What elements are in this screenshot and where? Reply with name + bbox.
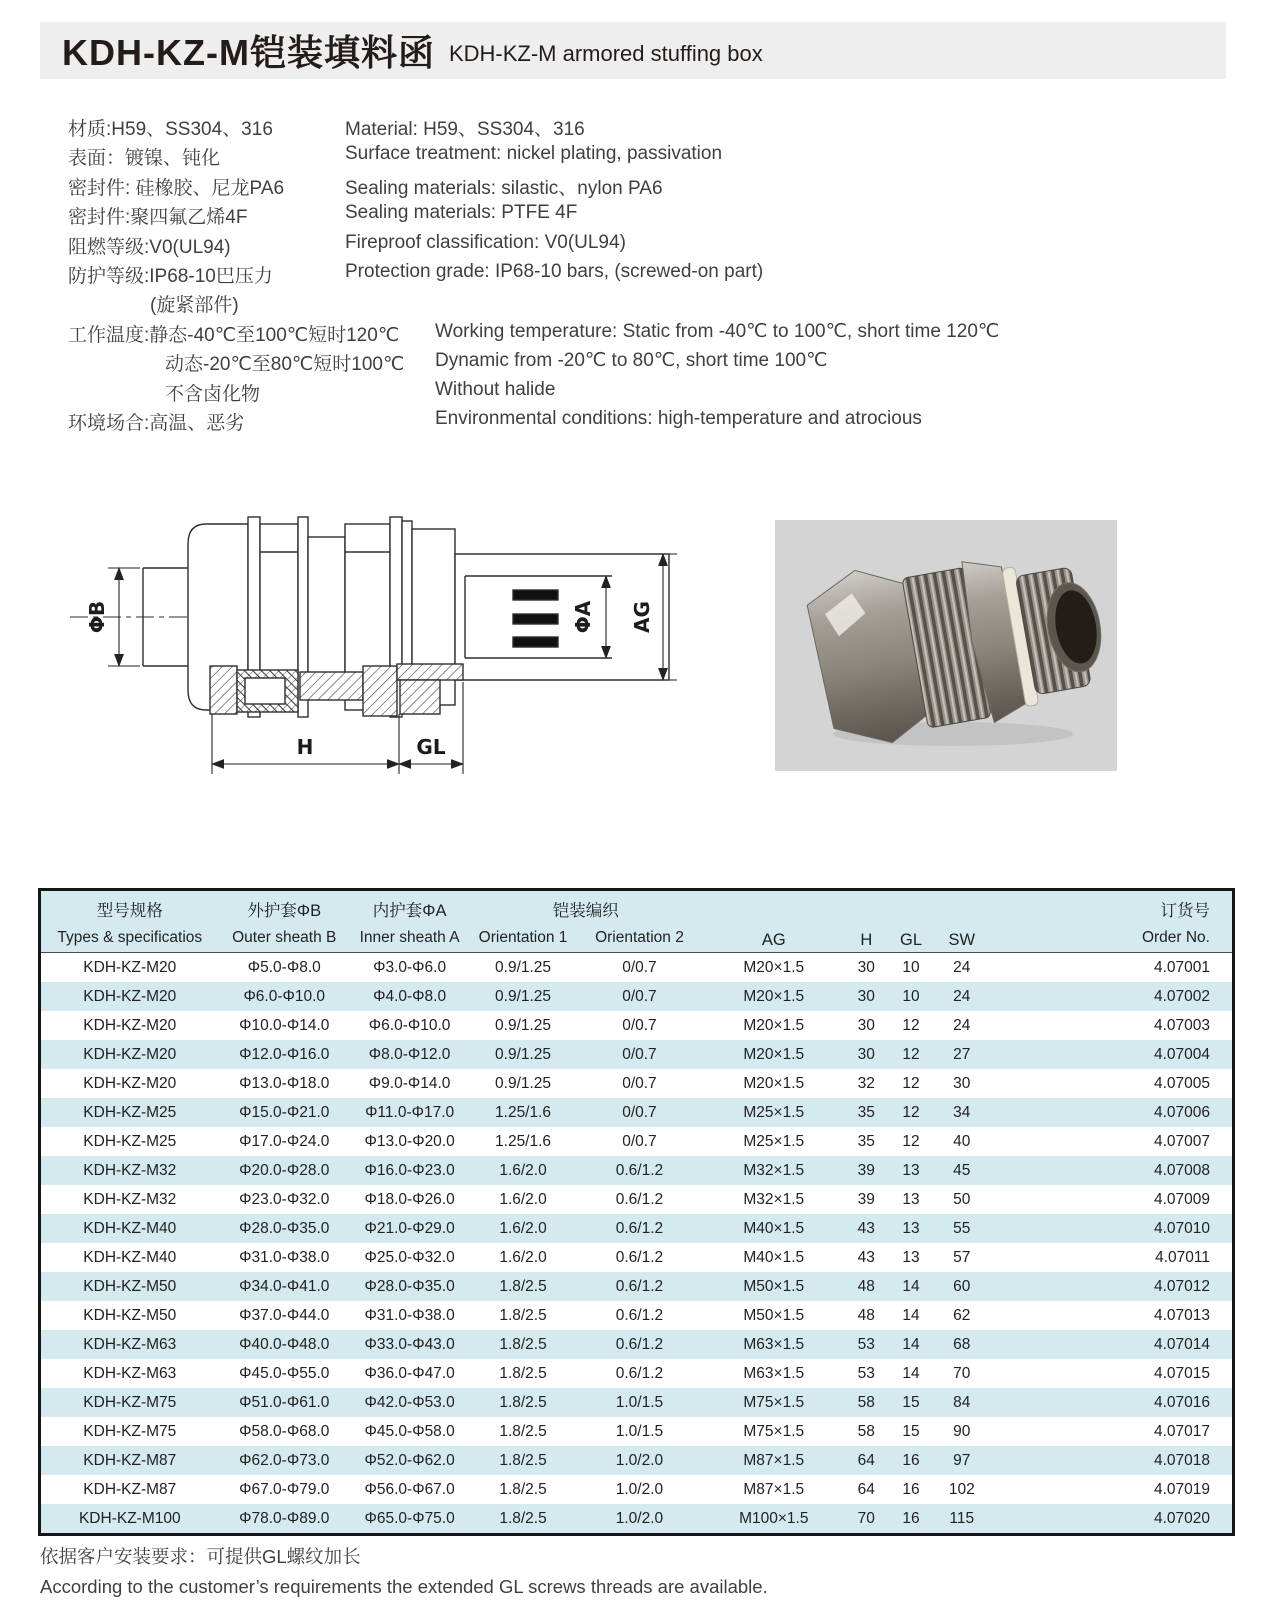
table-row bbox=[40, 1301, 1234, 1330]
page-title: KDH-KZ-M铠装填料函 bbox=[62, 32, 435, 73]
spec-line bbox=[40, 320, 1140, 349]
header-order-zh: 订货号 bbox=[989, 890, 1234, 924]
table-row bbox=[40, 1127, 1234, 1156]
table-cell: 30 bbox=[857, 1016, 875, 1034]
spec-text-zh: 不含卤化物 bbox=[165, 383, 261, 405]
table-cell: Φ6.0-Φ10.0 bbox=[243, 987, 326, 1005]
table-cell: Φ45.0-Φ55.0 bbox=[239, 1364, 330, 1382]
table-cell: Φ28.0-Φ35.0 bbox=[364, 1277, 455, 1295]
table-cell: M20×1.5 bbox=[743, 958, 805, 976]
header-orient2: Orientation 2 bbox=[577, 923, 702, 953]
table-cell: M32×1.5 bbox=[743, 1161, 805, 1179]
table-cell: KDH-KZ-M87 bbox=[83, 1451, 177, 1469]
footer-note-en: According to the customer’s requirements the extended GL screws threads are available. bbox=[40, 1576, 768, 1597]
table-cell: 13 bbox=[902, 1190, 920, 1208]
table-cell: 1.0/1.5 bbox=[615, 1422, 664, 1440]
spec-text-en: Sealing materials: silastic、nylon PA6 bbox=[345, 177, 663, 199]
spec-table bbox=[38, 888, 1235, 1536]
table-cell: 0/0.7 bbox=[622, 1016, 657, 1034]
table-cell: M20×1.5 bbox=[743, 1045, 805, 1063]
table-cell: KDH-KZ-M75 bbox=[83, 1393, 177, 1411]
table-cell: 4.07009 bbox=[1153, 1190, 1210, 1208]
table-cell: M75×1.5 bbox=[743, 1422, 805, 1440]
table-cell: 0/0.7 bbox=[622, 1045, 657, 1063]
table-cell: M63×1.5 bbox=[743, 1335, 805, 1353]
header-orient1: Orientation 1 bbox=[469, 923, 576, 953]
table-cell: 40 bbox=[953, 1132, 971, 1150]
table-cell: 1.8/2.5 bbox=[499, 1422, 547, 1440]
table-cell: 1.25/1.6 bbox=[495, 1103, 552, 1121]
table-row bbox=[40, 1388, 1234, 1417]
table-row bbox=[40, 953, 1234, 983]
spec-text-zh: (旋紧部件) bbox=[150, 295, 239, 317]
table-cell: 39 bbox=[857, 1190, 875, 1208]
table-row bbox=[40, 982, 1234, 1011]
table-row bbox=[40, 1417, 1234, 1446]
table-row bbox=[40, 1185, 1234, 1214]
table-cell: 1.0/2.0 bbox=[615, 1451, 664, 1469]
table-cell: 0.6/1.2 bbox=[615, 1190, 664, 1208]
table-cell: 14 bbox=[902, 1277, 920, 1295]
table-cell: 15 bbox=[902, 1422, 920, 1440]
table-cell: 15 bbox=[902, 1393, 920, 1411]
table-cell: 0.6/1.2 bbox=[615, 1248, 664, 1266]
table-cell: 115 bbox=[949, 1509, 975, 1527]
table-cell: 1.0/1.5 bbox=[615, 1393, 664, 1411]
table-row bbox=[40, 1359, 1234, 1388]
table-cell: 32 bbox=[857, 1074, 875, 1092]
table-cell: 68 bbox=[953, 1335, 971, 1353]
table-cell: 16 bbox=[902, 1509, 920, 1527]
table-cell: 1.6/2.0 bbox=[499, 1248, 547, 1266]
technical-drawing bbox=[60, 482, 680, 782]
spec-text-en: Without halide bbox=[435, 378, 556, 400]
header-outer-zh: 外护套ΦB bbox=[219, 890, 350, 924]
table-cell: 1.8/2.5 bbox=[499, 1306, 547, 1324]
table-cell: 57 bbox=[953, 1248, 971, 1266]
table-cell: 4.07019 bbox=[1153, 1480, 1210, 1498]
header-order-en: Order No. bbox=[989, 923, 1234, 953]
table-cell: KDH-KZ-M50 bbox=[83, 1277, 177, 1295]
table-cell: 4.07012 bbox=[1153, 1277, 1210, 1295]
table-cell: Φ11.0-Φ17.0 bbox=[365, 1103, 455, 1121]
header-inner-zh: 内护套ΦA bbox=[350, 890, 469, 924]
table-cell: KDH-KZ-M87 bbox=[83, 1480, 177, 1498]
spec-line bbox=[40, 349, 1140, 378]
table-cell: 0.6/1.2 bbox=[615, 1306, 664, 1324]
table-cell: M50×1.5 bbox=[743, 1306, 805, 1324]
table-cell: 4.07003 bbox=[1153, 1016, 1210, 1034]
table-cell: 48 bbox=[857, 1306, 875, 1324]
spec-line bbox=[40, 232, 1140, 261]
header-armor-zh: 铠装编织 bbox=[469, 890, 702, 924]
footer-note-zh: 依据客户安装要求：可提供GL螺纹加长 bbox=[40, 1546, 361, 1567]
table-cell: Φ15.0-Φ21.0 bbox=[239, 1103, 330, 1121]
table-cell: Φ12.0-Φ16.0 bbox=[239, 1045, 330, 1063]
table-cell: 4.07017 bbox=[1153, 1422, 1210, 1440]
header-inner-en: Inner sheath A bbox=[350, 923, 469, 953]
spec-line bbox=[40, 379, 1140, 408]
table-cell: M75×1.5 bbox=[743, 1393, 805, 1411]
table-cell: 4.07011 bbox=[1155, 1248, 1210, 1266]
table-cell: Φ5.0-Φ8.0 bbox=[247, 958, 321, 976]
table-cell: Φ33.0-Φ43.0 bbox=[364, 1335, 455, 1353]
spec-line bbox=[40, 261, 1140, 290]
table-cell: KDH-KZ-M40 bbox=[83, 1248, 177, 1266]
table-cell: Φ65.0-Φ75.0 bbox=[364, 1509, 455, 1527]
table-cell: 4.07001 bbox=[1153, 958, 1210, 976]
table-cell: Φ34.0-Φ41.0 bbox=[239, 1277, 330, 1295]
table-cell: 64 bbox=[857, 1480, 875, 1498]
table-cell: 4.07016 bbox=[1153, 1393, 1210, 1411]
page-title-english: KDH-KZ-M armored stuffing box bbox=[448, 40, 763, 66]
table-cell: Φ8.0-Φ12.0 bbox=[368, 1045, 451, 1063]
dim-label-phiA: ΦA bbox=[571, 600, 595, 634]
table-row bbox=[40, 1156, 1234, 1185]
table-cell: 97 bbox=[953, 1451, 971, 1469]
table-cell: 102 bbox=[948, 1480, 975, 1498]
spec-text-zh: 材质:H59、SS304、316 bbox=[68, 119, 273, 140]
spec-text-zh: 防护等级:IP68-10巴压力 bbox=[68, 265, 273, 287]
table-cell: Φ9.0-Φ14.0 bbox=[368, 1074, 451, 1092]
spec-line bbox=[40, 290, 1140, 319]
table-cell: KDH-KZ-M75 bbox=[83, 1422, 177, 1440]
table-cell: 35 bbox=[857, 1103, 875, 1121]
table-cell: 1.8/2.5 bbox=[499, 1335, 547, 1353]
header-gl: GL bbox=[887, 890, 935, 953]
table-cell: KDH-KZ-M63 bbox=[83, 1335, 177, 1353]
title-banner bbox=[40, 22, 1226, 79]
table-cell: KDH-KZ-M25 bbox=[83, 1132, 177, 1150]
dim-label-phiB: ΦB bbox=[85, 600, 109, 634]
table-cell: 0.9/1.25 bbox=[495, 1074, 552, 1092]
table-cell: Φ4.0-Φ8.0 bbox=[373, 987, 447, 1005]
table-cell: KDH-KZ-M100 bbox=[78, 1509, 181, 1527]
table-cell: Φ17.0-Φ24.0 bbox=[239, 1132, 330, 1150]
spec-text-en: Surface treatment: nickel plating, passivation bbox=[345, 143, 723, 165]
table-cell: Φ10.0-Φ14.0 bbox=[239, 1016, 330, 1034]
table-cell: Φ67.0-Φ79.0 bbox=[239, 1480, 330, 1498]
table-cell: 62 bbox=[953, 1306, 971, 1324]
table-cell: KDH-KZ-M50 bbox=[83, 1306, 177, 1324]
spec-line bbox=[40, 114, 1140, 143]
spec-text-zh: 环境场合:高温、恶劣 bbox=[68, 412, 245, 434]
spec-line bbox=[40, 408, 1140, 437]
table-cell: M25×1.5 bbox=[743, 1132, 805, 1150]
table-cell: M40×1.5 bbox=[743, 1248, 805, 1266]
table-cell: 12 bbox=[902, 1016, 920, 1034]
spec-line bbox=[40, 173, 1140, 202]
table-cell: 0.9/1.25 bbox=[495, 1045, 552, 1063]
table-cell: 90 bbox=[953, 1422, 971, 1440]
table-cell: Φ25.0-Φ32.0 bbox=[364, 1248, 455, 1266]
table-row bbox=[40, 1504, 1234, 1535]
table-cell: KDH-KZ-M20 bbox=[83, 1016, 177, 1034]
table-cell: 58 bbox=[857, 1393, 875, 1411]
table-cell: KDH-KZ-M20 bbox=[83, 958, 177, 976]
table-cell: 0/0.7 bbox=[622, 958, 657, 976]
table-cell: 10 bbox=[902, 958, 920, 976]
table-cell: 24 bbox=[953, 1016, 971, 1034]
table-cell: KDH-KZ-M20 bbox=[83, 987, 177, 1005]
table-cell: Φ28.0-Φ35.0 bbox=[239, 1219, 330, 1237]
table-cell: 30 bbox=[857, 1045, 875, 1063]
table-cell: Φ13.0-Φ18.0 bbox=[239, 1074, 330, 1092]
table-cell: 4.07005 bbox=[1153, 1074, 1210, 1092]
header-h: H bbox=[845, 890, 887, 953]
footer-note bbox=[40, 1542, 768, 1602]
table-cell: Φ13.0-Φ20.0 bbox=[364, 1132, 455, 1150]
table-cell: Φ21.0-Φ29.0 bbox=[364, 1219, 455, 1237]
spec-text-en: Environmental conditions: high-temperature and atrocious bbox=[435, 407, 922, 429]
table-cell: 14 bbox=[902, 1306, 920, 1324]
spec-list bbox=[40, 114, 1140, 437]
table-cell: 4.07008 bbox=[1153, 1161, 1210, 1179]
table-cell: Φ62.0-Φ73.0 bbox=[239, 1451, 330, 1469]
table-cell: 0.6/1.2 bbox=[615, 1277, 664, 1295]
header-type-zh: 型号规格 bbox=[40, 890, 219, 924]
header-sw: SW bbox=[935, 890, 989, 953]
table-cell: 0.6/1.2 bbox=[615, 1335, 664, 1353]
table-cell: Φ36.0-Φ47.0 bbox=[364, 1364, 455, 1382]
table-cell: 34 bbox=[953, 1103, 971, 1121]
table-cell: 0.9/1.25 bbox=[495, 987, 552, 1005]
table-cell: Φ20.0-Φ28.0 bbox=[239, 1161, 330, 1179]
table-row bbox=[40, 1098, 1234, 1127]
table-cell: 30 bbox=[953, 1074, 971, 1092]
table-cell: 1.0/2.0 bbox=[615, 1480, 664, 1498]
table-cell: 24 bbox=[953, 958, 971, 976]
table-cell: KDH-KZ-M32 bbox=[83, 1190, 177, 1208]
table-cell: Φ51.0-Φ61.0 bbox=[239, 1393, 330, 1411]
table-cell: Φ78.0-Φ89.0 bbox=[239, 1509, 330, 1527]
table-cell: 39 bbox=[857, 1161, 875, 1179]
header-outer-en: Outer sheath B bbox=[219, 923, 350, 953]
table-cell: M20×1.5 bbox=[743, 1074, 805, 1092]
table-cell: 4.07013 bbox=[1153, 1306, 1210, 1324]
product-photo bbox=[775, 520, 1117, 776]
table-cell: M25×1.5 bbox=[743, 1103, 805, 1121]
spec-text-zh: 表面：镀镍、钝化 bbox=[68, 148, 221, 170]
table-cell: 0/0.7 bbox=[622, 1132, 657, 1150]
table-cell: Φ31.0-Φ38.0 bbox=[239, 1248, 330, 1266]
table-cell: 4.07015 bbox=[1153, 1364, 1210, 1382]
dim-label-gl: GL bbox=[416, 735, 446, 759]
table-cell: Φ42.0-Φ53.0 bbox=[364, 1393, 455, 1411]
table-cell: 4.07004 bbox=[1153, 1045, 1210, 1063]
table-cell: 1.25/1.6 bbox=[495, 1132, 552, 1150]
table-cell: 1.6/2.0 bbox=[499, 1190, 547, 1208]
table-cell: 1.8/2.5 bbox=[499, 1277, 547, 1295]
table-cell: M20×1.5 bbox=[743, 1016, 805, 1034]
table-cell: 13 bbox=[902, 1219, 920, 1237]
table-cell: M20×1.5 bbox=[743, 987, 805, 1005]
table-cell: Φ6.0-Φ10.0 bbox=[368, 1016, 451, 1034]
table-cell: 0/0.7 bbox=[622, 987, 657, 1005]
header-type-en: Types & specificatios bbox=[40, 923, 219, 953]
table-cell: 16 bbox=[902, 1451, 920, 1469]
table-row bbox=[40, 1475, 1234, 1504]
table-cell: Φ52.0-Φ62.0 bbox=[364, 1451, 455, 1469]
table-cell: 27 bbox=[953, 1045, 971, 1063]
table-cell: 13 bbox=[902, 1161, 920, 1179]
table-cell: KDH-KZ-M20 bbox=[83, 1045, 177, 1063]
header-ag: AG bbox=[702, 890, 845, 953]
table-cell: 45 bbox=[953, 1161, 971, 1179]
table-cell: M50×1.5 bbox=[743, 1277, 805, 1295]
table-cell: 0.6/1.2 bbox=[615, 1364, 664, 1382]
table-cell: 50 bbox=[953, 1190, 971, 1208]
table-cell: 4.07010 bbox=[1153, 1219, 1210, 1237]
table-cell: 4.07014 bbox=[1153, 1335, 1210, 1353]
table-cell: M87×1.5 bbox=[743, 1480, 805, 1498]
table-cell: 12 bbox=[902, 1045, 920, 1063]
table-row bbox=[40, 1272, 1234, 1301]
table-row bbox=[40, 1243, 1234, 1272]
spec-text-en: Sealing materials: PTFE 4F bbox=[345, 202, 578, 224]
spec-text-en: Fireproof classification: V0(UL94) bbox=[345, 231, 626, 253]
table-cell: 14 bbox=[902, 1364, 920, 1382]
table-cell: 4.07007 bbox=[1153, 1132, 1210, 1150]
table-cell: 4.07020 bbox=[1153, 1509, 1210, 1527]
table-row bbox=[40, 1446, 1234, 1475]
table-cell: 55 bbox=[953, 1219, 971, 1237]
table-cell: Φ23.0-Φ32.0 bbox=[239, 1190, 330, 1208]
table-cell: 70 bbox=[953, 1364, 971, 1382]
table-cell: 14 bbox=[902, 1335, 920, 1353]
table-cell: 24 bbox=[953, 987, 971, 1005]
table-cell: 12 bbox=[902, 1132, 920, 1150]
table-cell: 84 bbox=[953, 1393, 971, 1411]
table-cell: 4.07006 bbox=[1153, 1103, 1210, 1121]
table-cell: 12 bbox=[902, 1103, 920, 1121]
table-cell: 0/0.7 bbox=[622, 1103, 657, 1121]
table-cell: M87×1.5 bbox=[743, 1451, 805, 1469]
table-cell: 0.6/1.2 bbox=[615, 1219, 664, 1237]
table-cell: Φ3.0-Φ6.0 bbox=[373, 958, 447, 976]
table-cell: Φ16.0-Φ23.0 bbox=[364, 1161, 455, 1179]
table-cell: 4.07018 bbox=[1153, 1451, 1210, 1469]
table-cell: Φ56.0-Φ67.0 bbox=[364, 1480, 455, 1498]
table-cell: 10 bbox=[902, 987, 920, 1005]
table-cell: 53 bbox=[857, 1335, 875, 1353]
table-cell: 70 bbox=[857, 1509, 875, 1527]
table-cell: 43 bbox=[857, 1219, 875, 1237]
spec-text-zh: 密封件:聚四氟乙烯4F bbox=[68, 207, 248, 229]
table-row bbox=[40, 1011, 1234, 1040]
spec-line bbox=[40, 143, 1140, 172]
table-cell: 0.6/1.2 bbox=[615, 1161, 664, 1179]
table-cell: Φ40.0-Φ48.0 bbox=[239, 1335, 330, 1353]
table-cell: Φ18.0-Φ26.0 bbox=[364, 1190, 455, 1208]
table-cell: 1.8/2.5 bbox=[499, 1451, 547, 1469]
table-cell: 13 bbox=[902, 1248, 920, 1266]
table-cell: 12 bbox=[902, 1074, 920, 1092]
dim-label-h: H bbox=[296, 735, 314, 759]
table-cell: M100×1.5 bbox=[739, 1509, 809, 1527]
spec-line bbox=[40, 202, 1140, 231]
table-cell: 1.8/2.5 bbox=[499, 1364, 547, 1382]
table-cell: M40×1.5 bbox=[743, 1219, 805, 1237]
table-cell: 1.6/2.0 bbox=[499, 1161, 547, 1179]
spec-text-zh: 阻燃等级:V0(UL94) bbox=[68, 236, 231, 258]
table-cell: KDH-KZ-M20 bbox=[83, 1074, 177, 1092]
table-cell: Φ45.0-Φ58.0 bbox=[364, 1422, 455, 1440]
table-cell: 0.9/1.25 bbox=[495, 1016, 552, 1034]
table-cell: 4.07002 bbox=[1153, 987, 1210, 1005]
table-cell: 64 bbox=[857, 1451, 875, 1469]
table-cell: 1.8/2.5 bbox=[499, 1480, 547, 1498]
table-cell: 16 bbox=[902, 1480, 920, 1498]
table-cell: 60 bbox=[953, 1277, 971, 1295]
table-cell: 48 bbox=[857, 1277, 875, 1295]
dim-label-ag: AG bbox=[630, 601, 654, 633]
table-cell: 1.6/2.0 bbox=[499, 1219, 547, 1237]
table-cell: 58 bbox=[857, 1422, 875, 1440]
spec-text-zh: 密封件: 硅橡胶、尼龙PA6 bbox=[68, 177, 285, 199]
table-cell: KDH-KZ-M32 bbox=[83, 1161, 177, 1179]
table-cell: Φ31.0-Φ38.0 bbox=[364, 1306, 455, 1324]
spec-text-en: Working temperature: Static from -40℃ to 100℃, short time 120℃ bbox=[435, 320, 1000, 342]
table-cell: 53 bbox=[857, 1364, 875, 1382]
table-cell: Φ58.0-Φ68.0 bbox=[239, 1422, 330, 1440]
table-cell: Φ37.0-Φ44.0 bbox=[239, 1306, 330, 1324]
table-row bbox=[40, 1214, 1234, 1243]
table-cell: KDH-KZ-M25 bbox=[83, 1103, 177, 1121]
spec-text-en: Material: H59、SS304、316 bbox=[345, 119, 585, 140]
table-cell: 0/0.7 bbox=[622, 1074, 657, 1092]
table-cell: M63×1.5 bbox=[743, 1364, 805, 1382]
table-cell: M32×1.5 bbox=[743, 1190, 805, 1208]
spec-text-en: Protection grade: IP68-10 bars, (screwed-on part) bbox=[345, 260, 764, 282]
table-row bbox=[40, 1330, 1234, 1359]
table-cell: 30 bbox=[857, 987, 875, 1005]
table-cell: 1.8/2.5 bbox=[499, 1509, 547, 1527]
table-cell: 0.9/1.25 bbox=[495, 958, 552, 976]
spec-text-en: Dynamic from -20℃ to 80℃, short time 100℃ bbox=[435, 350, 828, 372]
spec-text-zh: 工作温度:静态-40℃至100℃短时120℃ bbox=[68, 324, 400, 346]
spec-text-zh: 动态-20℃至80℃短时100℃ bbox=[165, 354, 405, 376]
table-cell: 35 bbox=[857, 1132, 875, 1150]
table-cell: KDH-KZ-M63 bbox=[83, 1364, 177, 1382]
table-cell: 30 bbox=[857, 958, 875, 976]
table-row bbox=[40, 1040, 1234, 1069]
table-cell: KDH-KZ-M40 bbox=[83, 1219, 177, 1237]
table-row bbox=[40, 1069, 1234, 1098]
table-cell: 1.8/2.5 bbox=[499, 1393, 547, 1411]
table-cell: 43 bbox=[857, 1248, 875, 1266]
table-cell: 1.0/2.0 bbox=[615, 1509, 664, 1527]
